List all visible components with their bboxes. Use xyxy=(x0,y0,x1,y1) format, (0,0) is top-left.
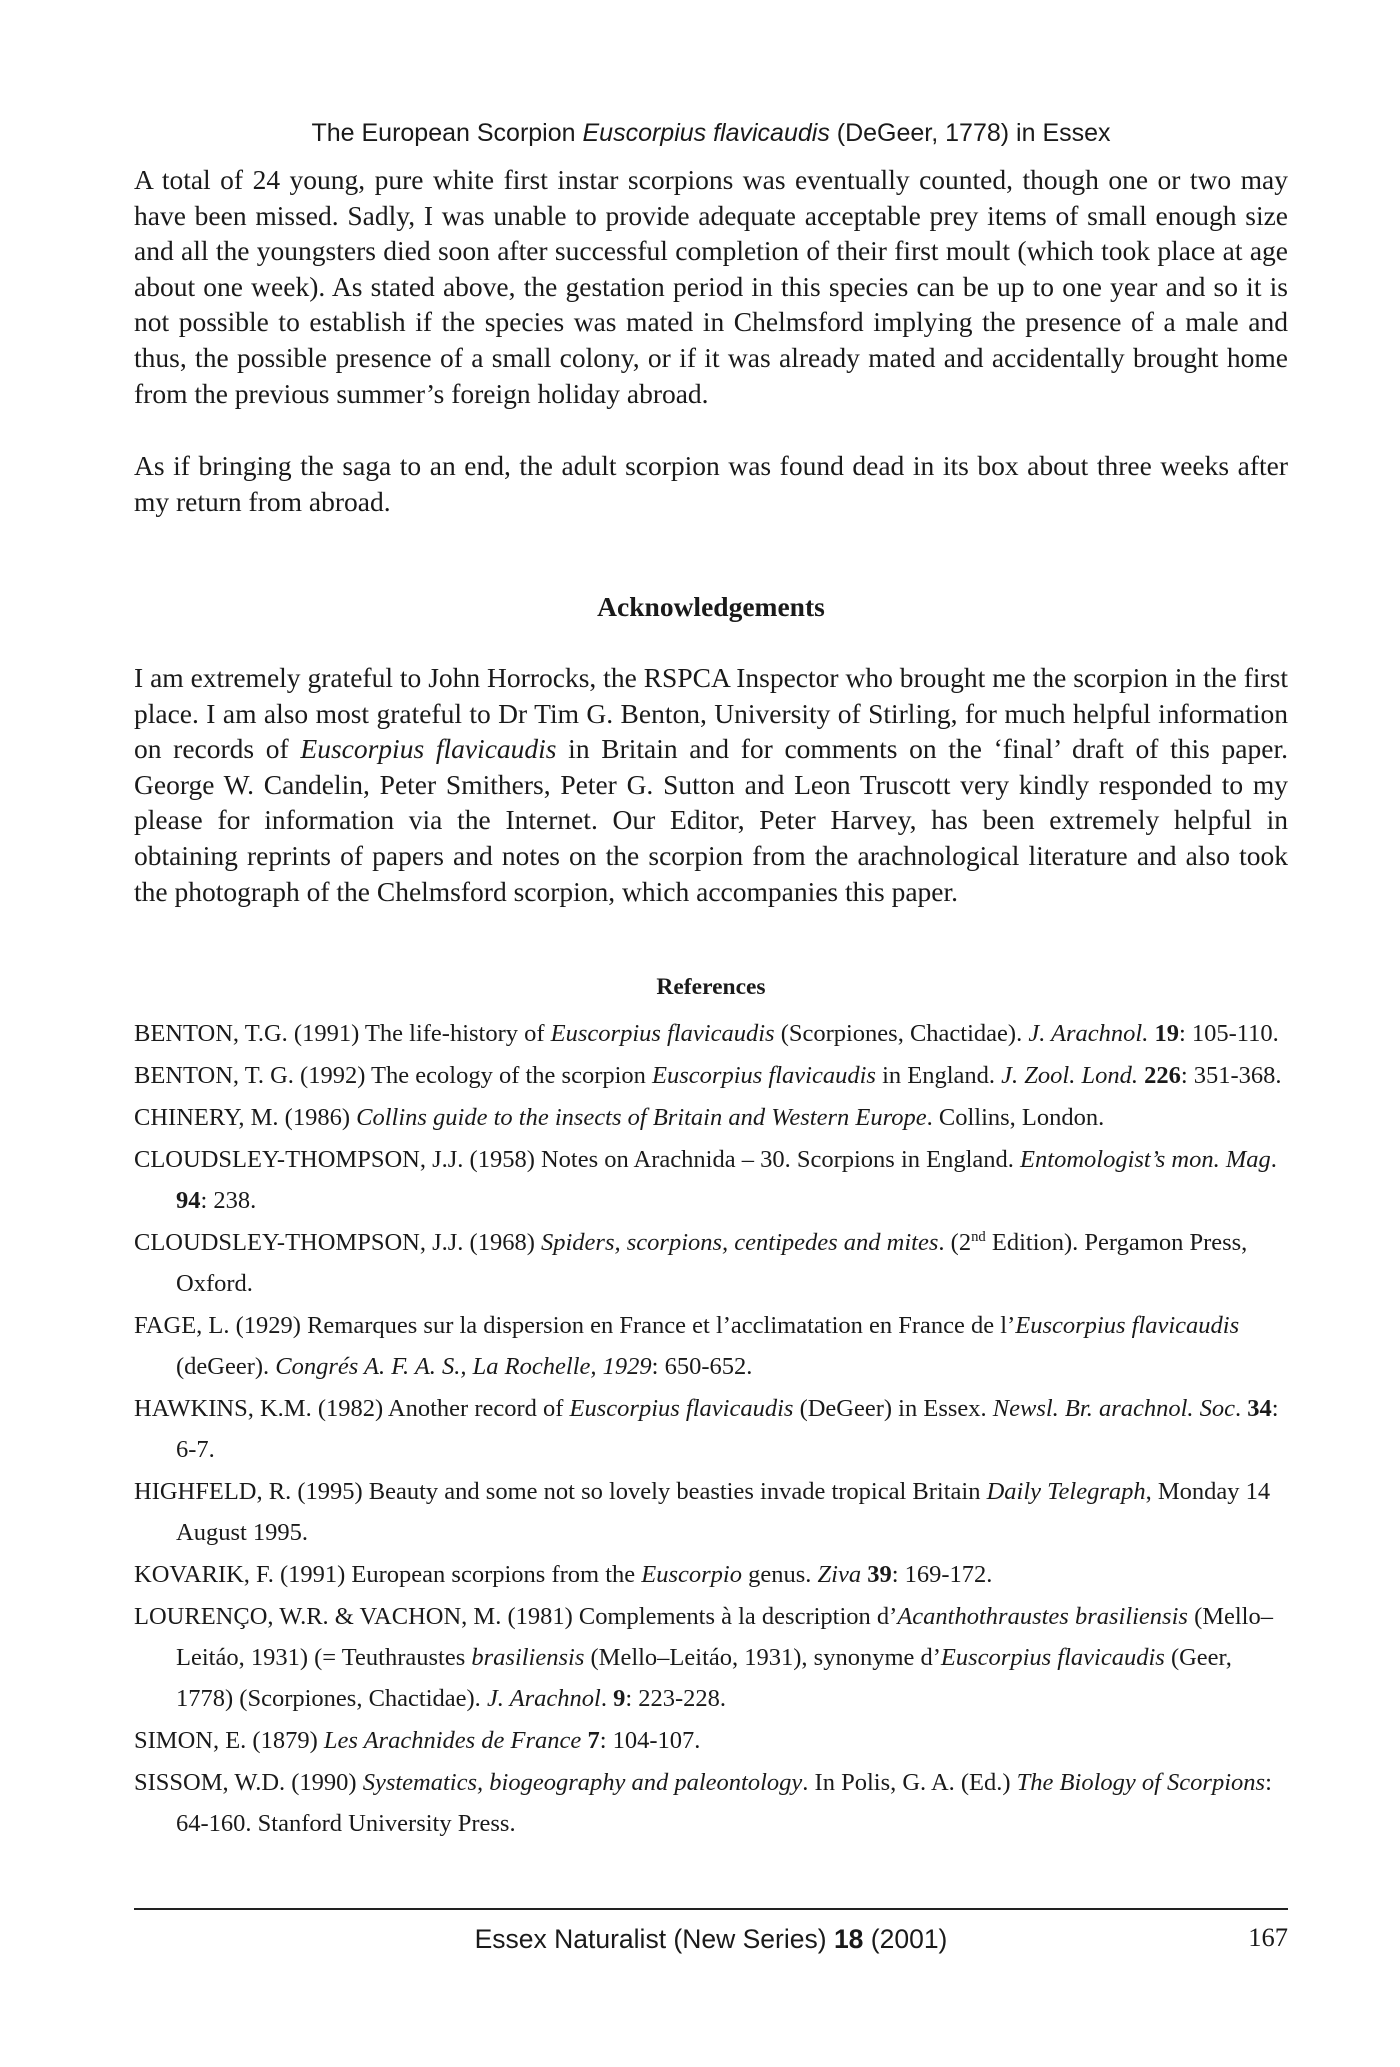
reference-part: : 104-107. xyxy=(599,1727,701,1754)
reference-entry xyxy=(134,1097,1288,1138)
body-paragraph-2: As if bringing the saga to an end, the adult scorpion was found dead in its box about three weeks after my return from abroad. xyxy=(134,450,1288,517)
reference-part: 9 xyxy=(613,1685,626,1712)
reference-part: (Mello–Leitáo, 1931) (= Teuthraustes xyxy=(176,1603,1273,1671)
reference-part: Congrés A. F. A. S., La Rochelle, 1929 xyxy=(275,1353,652,1380)
reference-part: nd xyxy=(971,1228,986,1245)
reference-part: The Biology of Scorpions xyxy=(1016,1769,1266,1796)
reference-part: KOVARIK, F. (1991) European scorpions from the xyxy=(134,1561,642,1588)
reference-part: Les Arachnides de France xyxy=(323,1727,582,1754)
running-head xyxy=(134,118,1288,148)
running-head-suffix: (DeGeer, 1778) in Essex xyxy=(829,119,1111,147)
references-list xyxy=(134,1013,1288,1845)
body-paragraph-1: A total of 24 young, pure white first instar scorpions was eventually counted, though one or two may have been missed. Sadly, I was unable to provide adequate acceptable prey items of small enough size and all the youngsters died soon after successful completion of their first moult (which took place at age about one week). As stated above, the gestation period in this species can be up to one year and so it is not possible to establish if the species was mated in Chelmsford implying the presence of a male and thus, the possible presence of a small colony, or if it was already mated and accidentally brought home from the previous summer’s foreign holiday abroad. xyxy=(134,164,1288,409)
reference-part: Euscorpius flavicaudis xyxy=(940,1644,1165,1671)
reference-entry xyxy=(134,1596,1288,1719)
reference-part: . Collins, London. xyxy=(926,1104,1105,1131)
reference-part: brasiliensis xyxy=(471,1644,585,1671)
reference-part: 39 xyxy=(867,1561,892,1588)
reference-part: 34 xyxy=(1247,1395,1272,1422)
reference-part: (DeGeer) in Essex. xyxy=(793,1395,993,1422)
reference-part: Entomologist’s mon. Mag xyxy=(1020,1146,1271,1173)
acknowledgements-heading: Acknowledgements xyxy=(597,591,825,622)
reference-part: : 6-7. xyxy=(176,1395,1279,1463)
reference-part: SISSOM, W.D. (1990) xyxy=(134,1769,363,1796)
ack-text-after: in Britain and for comments on the ‘final’ draft of this paper. George W. Candelin, Peter Smithers, Peter G. Sutton and Leon Truscott very kindly responded to my please for information via the Internet. Our Editor, Peter Harvey, has been extremely helpful in obtaining reprints of papers and notes on the scorpion from the arachnological literature and also took the photograph of the Chelmsford scorpion, which accompanies this paper. xyxy=(134,733,1288,907)
reference-part: 226 xyxy=(1144,1062,1181,1089)
reference-entry xyxy=(134,1471,1288,1553)
reference-part: : 351-368. xyxy=(1180,1062,1282,1089)
reference-part: Systematics, biogeography and paleontology xyxy=(362,1769,803,1796)
reference-part: Collins guide to the insects of Britain and Western Europe xyxy=(356,1104,927,1131)
reference-part: 94 xyxy=(176,1187,201,1214)
acknowledgements-paragraph xyxy=(134,660,1288,909)
reference-entry xyxy=(134,1139,1288,1221)
references-heading: References xyxy=(656,974,766,1000)
page-number: 167 xyxy=(1248,1922,1288,1952)
reference-part: : 105-110. xyxy=(1178,1020,1279,1047)
reference-part: (Geer, 1778) (Scorpiones, Chactidae). xyxy=(176,1644,1232,1712)
reference-part: BENTON, T. G. (1992) The ecology of the scorpion xyxy=(134,1062,653,1089)
footer-rule xyxy=(134,1908,1288,1910)
reference-part: J. Arachnol xyxy=(486,1685,601,1712)
reference-part: 7 xyxy=(587,1727,600,1754)
reference-entry xyxy=(134,1013,1288,1054)
reference-part: . xyxy=(600,1685,614,1712)
footer-journal xyxy=(134,1922,1288,1956)
reference-part: HIGHFELD, R. (1995) Beauty and some not so lovely beasties invade tropical Britain xyxy=(134,1478,987,1505)
reference-part: : 169-172. xyxy=(891,1561,993,1588)
reference-part: Newsl. Br. arachnol. Soc xyxy=(992,1395,1236,1422)
reference-part: Euscorpio xyxy=(641,1561,742,1588)
reference-entry xyxy=(134,1720,1288,1761)
reference-part: . xyxy=(1235,1395,1248,1422)
reference-part: , Monday 14 August 1995. xyxy=(176,1478,1271,1546)
reference-part: CLOUDSLEY-THOMPSON, J.J. (1958) Notes on Arachnida – 30. Scorpions in England. xyxy=(134,1146,1021,1173)
reference-part: CHINERY, M. (1986) xyxy=(134,1104,357,1131)
reference-entry xyxy=(134,1222,1288,1304)
footer-volume: 18 xyxy=(833,1924,864,1954)
reference-part: (Scorpiones, Chactidae). xyxy=(774,1020,1029,1047)
reference-part: Ziva xyxy=(817,1561,862,1588)
reference-part: BENTON, T.G. (1991) The life-history of xyxy=(134,1020,551,1047)
reference-part: : 650-652. xyxy=(651,1353,753,1380)
reference-part: Daily Telegraph xyxy=(986,1478,1146,1505)
ack-species: Euscorpius flavicaudis xyxy=(300,733,557,765)
running-head-prefix: The European Scorpion xyxy=(311,119,583,147)
reference-part: : 238. xyxy=(200,1187,257,1214)
reference-part: Spiders, scorpions, centipedes and mites xyxy=(541,1229,939,1256)
reference-entry xyxy=(134,1554,1288,1595)
reference-part: HAWKINS, K.M. (1982) Another record of xyxy=(134,1395,570,1422)
reference-part: . In Polis, G. A. (Ed.) xyxy=(802,1769,1017,1796)
reference-part: : 223-228. xyxy=(625,1685,727,1712)
footer-journal-name: Essex Naturalist (New Series) xyxy=(474,1924,834,1954)
reference-part: FAGE, L. (1929) Remarques sur la dispersion en France et l’acclimatation en France de l’ xyxy=(134,1312,1016,1339)
reference-part: J. Arachnol. xyxy=(1028,1020,1149,1047)
reference-part: Euscorpius flavicaudis xyxy=(569,1395,794,1422)
reference-part: Euscorpius flavicaudis xyxy=(1015,1312,1240,1339)
reference-part: . (2 xyxy=(938,1229,972,1256)
reference-part: : 64-160. Stanford University Press. xyxy=(176,1769,1272,1837)
footer-year: (2001) xyxy=(863,1924,948,1954)
reference-part: LOURENÇO, W.R. & VACHON, M. (1981) Complements à la description d’ xyxy=(134,1603,898,1630)
reference-entry xyxy=(134,1388,1288,1470)
reference-part: CLOUDSLEY-THOMPSON, J.J. (1968) xyxy=(134,1229,541,1256)
reference-part: genus. xyxy=(741,1561,818,1588)
reference-part: Euscorpius flavicaudis xyxy=(652,1062,876,1089)
reference-part: Edition). Pergamon Press, Oxford. xyxy=(176,1229,1248,1297)
reference-part: (Mello–Leitáo, 1931), synonyme d’ xyxy=(584,1644,941,1671)
ack-text-before: I am extremely grateful to John Horrocks, the RSPCA Inspector who brought me the scorpion in the first place. I am also most grateful to Dr Tim G. Benton, University of Stirling, for much helpful information on records of xyxy=(134,662,1288,765)
reference-entry xyxy=(134,1762,1288,1844)
reference-part: SIMON, E. (1879) xyxy=(134,1727,324,1754)
running-head-species: Euscorpius flavicaudis xyxy=(582,119,830,147)
reference-part: . xyxy=(1270,1146,1277,1173)
reference-part: J. Zool. Lond. xyxy=(1001,1062,1138,1089)
reference-part: Acanthothraustes brasiliensis xyxy=(897,1603,1188,1630)
reference-part: Euscorpius flavicaudis xyxy=(550,1020,775,1047)
reference-entry xyxy=(134,1305,1288,1387)
reference-entry xyxy=(134,1055,1288,1096)
reference-part: (deGeer). xyxy=(176,1353,276,1380)
reference-part: in England. xyxy=(875,1062,1002,1089)
reference-part: 19 xyxy=(1154,1020,1179,1047)
